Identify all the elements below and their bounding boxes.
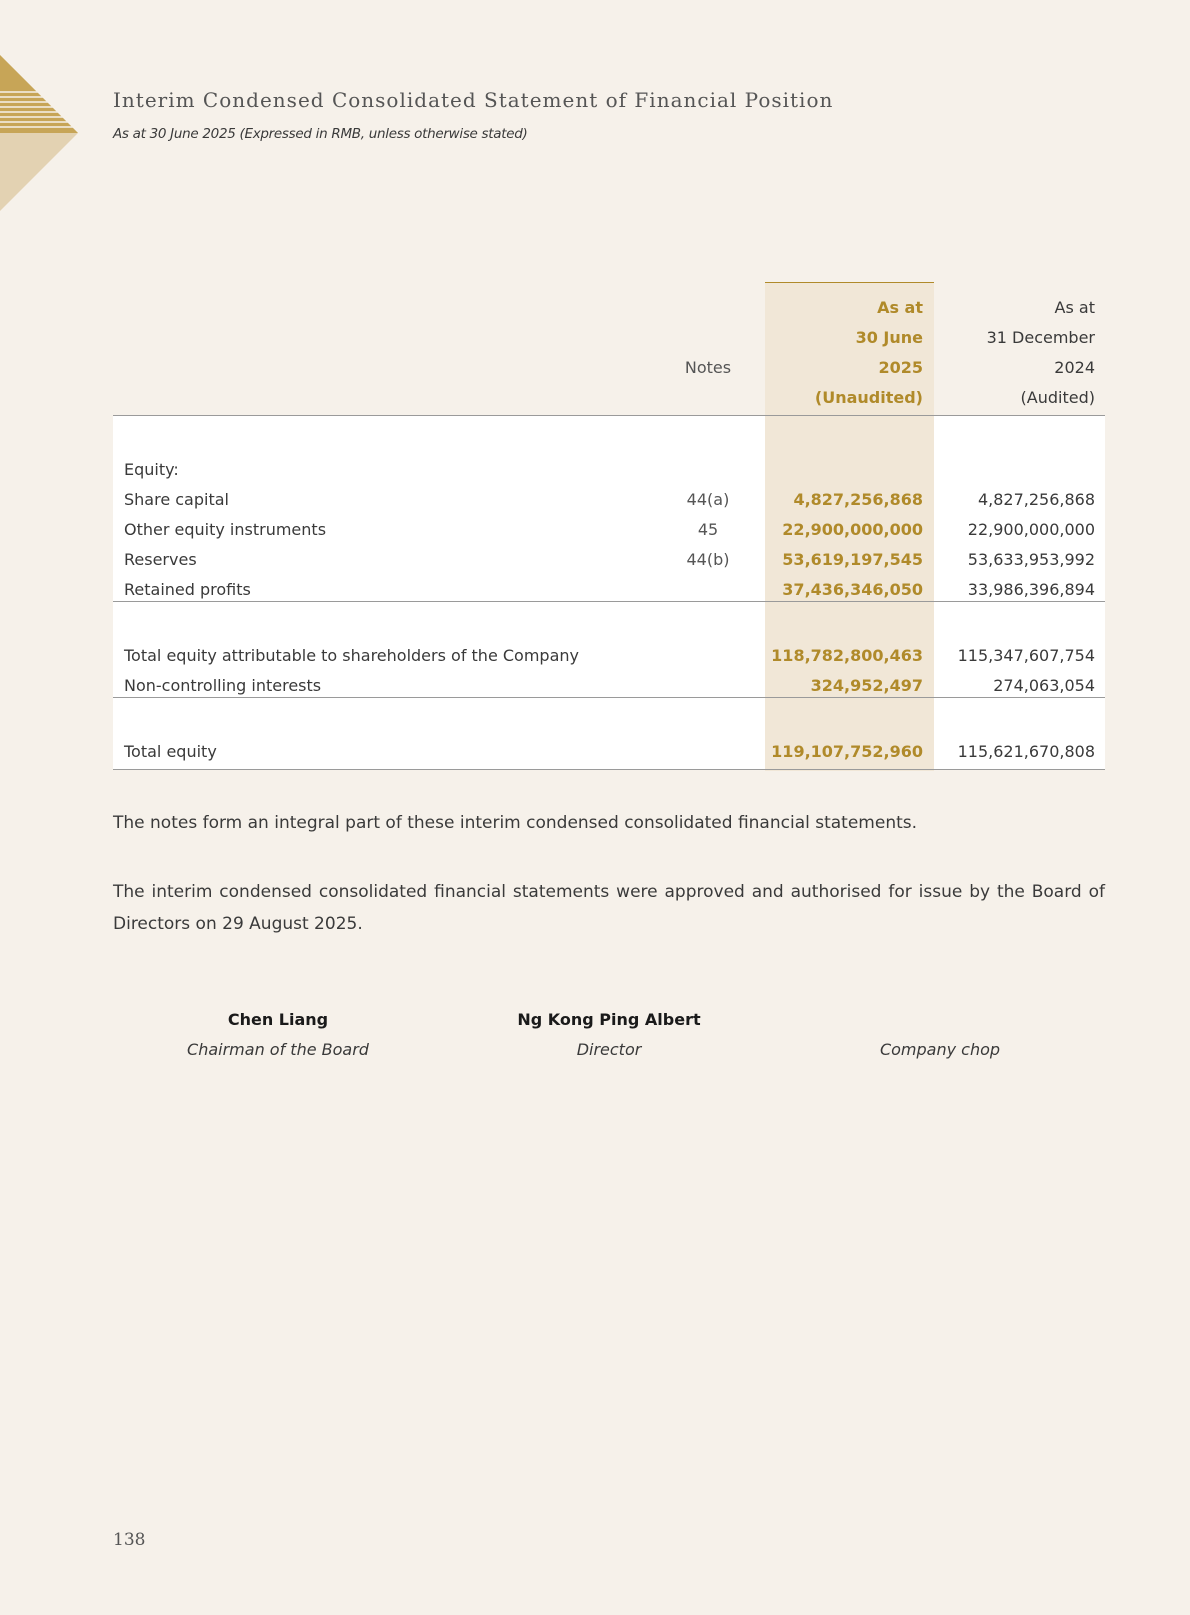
header-row — [113, 293, 1105, 323]
row-current: 22,900,000,000 — [782, 520, 923, 539]
row-note: 44(b) — [686, 550, 730, 569]
row-previous: 33,986,396,894 — [967, 580, 1095, 599]
row-previous: 274,063,054 — [993, 676, 1095, 695]
header-row — [113, 383, 1105, 413]
row-note: 44(a) — [686, 490, 730, 509]
divider — [113, 697, 1105, 698]
table-row — [113, 485, 1105, 515]
signatory-name: Chen Liang — [227, 1010, 329, 1029]
total-row — [113, 737, 1105, 767]
header-previous: 2024 — [1054, 358, 1095, 377]
page-title: Interim Condensed Consolidated Statement of Financial Position — [113, 88, 834, 112]
header-row — [113, 353, 1105, 383]
signatory-role: Chairman of the Board — [187, 1040, 369, 1059]
page-number: 138 — [113, 1530, 146, 1550]
divider — [113, 415, 1105, 416]
table-row — [113, 515, 1105, 545]
notes-statement: The notes form an integral part of these interim condensed consolidated financial statements. — [113, 813, 918, 833]
signature-block — [128, 1005, 428, 1065]
row-previous: 53,633,953,992 — [967, 550, 1095, 569]
row-label: Other equity instruments — [124, 520, 327, 539]
signatory-name — [790, 1005, 1090, 1035]
header-previous: 31 December — [986, 328, 1095, 347]
header-notes: Notes — [684, 358, 732, 377]
header-current: (Unaudited) — [814, 388, 923, 407]
header-current: As at — [877, 298, 923, 317]
section-row — [113, 455, 1105, 485]
row-current: 37,436,346,050 — [782, 580, 923, 599]
signatory-role: Director — [576, 1040, 642, 1059]
page-subtitle: As at 30 June 2025 (Expressed in RMB, unless otherwise stated) — [113, 126, 528, 142]
header-current: 2025 — [878, 358, 923, 377]
row-label: Retained profits — [124, 580, 251, 599]
row-current: 118,782,800,463 — [771, 646, 923, 665]
row-label: Total equity — [124, 742, 217, 761]
signature-block — [790, 1005, 1090, 1065]
row-label: Reserves — [124, 550, 197, 569]
row-current: 119,107,752,960 — [771, 742, 923, 761]
row-label: Non-controlling interests — [124, 676, 322, 695]
header-previous: As at — [1054, 298, 1095, 317]
signatory-role: Company chop — [879, 1040, 1001, 1059]
divider — [113, 601, 1105, 602]
row-previous: 115,621,670,808 — [957, 742, 1095, 761]
table-row — [113, 545, 1105, 575]
row-previous: 22,900,000,000 — [967, 520, 1095, 539]
section-label: Equity: — [124, 460, 179, 479]
subtotal-row — [113, 641, 1105, 671]
row-previous: 115,347,607,754 — [957, 646, 1095, 665]
approval-statement: The interim condensed consolidated financial statements were approved and authorised for issue by the Board of Directors on 29 August 2025. — [113, 882, 1105, 934]
corner-decoration — [0, 0, 80, 215]
header-current: 30 June — [855, 328, 923, 347]
row-current: 324,952,497 — [810, 676, 923, 695]
signature-block — [459, 1005, 759, 1065]
row-label: Total equity attributable to shareholders of the Company — [124, 646, 579, 665]
row-label: Share capital — [124, 490, 229, 509]
row-current: 4,827,256,868 — [793, 490, 923, 509]
divider — [113, 769, 1105, 770]
signatory-name: Ng Kong Ping Albert — [517, 1010, 701, 1029]
row-previous: 4,827,256,868 — [977, 490, 1095, 509]
row-current: 53,619,197,545 — [782, 550, 923, 569]
header-row — [113, 323, 1105, 353]
row-note: 45 — [697, 520, 719, 539]
header-previous: (Audited) — [1020, 388, 1095, 407]
